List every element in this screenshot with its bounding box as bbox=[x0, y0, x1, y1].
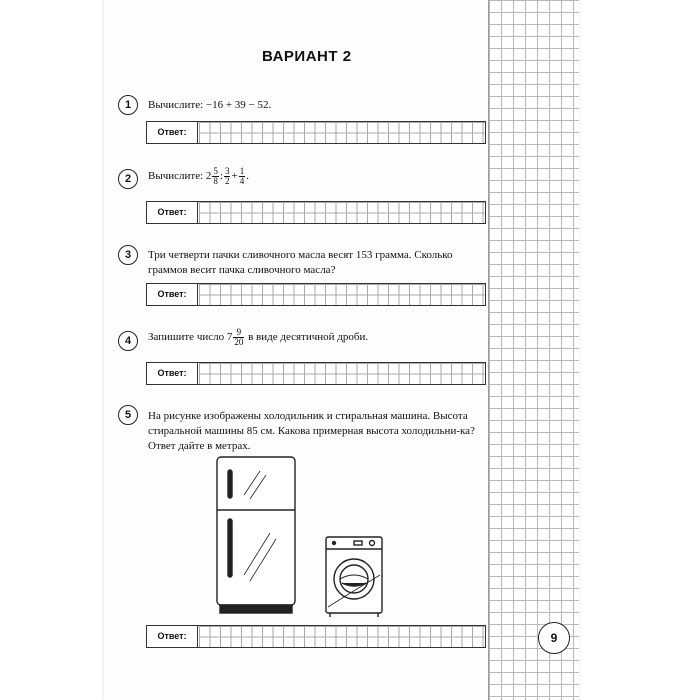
task-number-3: 3 bbox=[118, 245, 138, 265]
answer-box-2[interactable] bbox=[146, 201, 486, 224]
task-text-4 bbox=[148, 328, 484, 347]
task-number-4: 4 bbox=[118, 331, 138, 351]
fraction: $\frac{3}{2}$ bbox=[224, 166, 230, 186]
task-4-suffix: в виде десятичной дроби. bbox=[248, 331, 369, 344]
fraction: $\frac{9}{20}$ bbox=[234, 327, 244, 347]
answer-cells[interactable] bbox=[199, 202, 485, 223]
answer-box-5[interactable] bbox=[146, 625, 486, 648]
grid-margin bbox=[488, 0, 579, 700]
answer-label: Ответ: bbox=[147, 202, 198, 223]
fraction: $\frac{5}{8}$ bbox=[213, 166, 218, 186]
answer-cells[interactable] bbox=[199, 626, 485, 647]
task-text-5: На рисунке изображены холодильник и стиральная машина. Высота стиральной машины 85 см. Какова примерная высота холодильни-ка? Ответ дайте в метрах. bbox=[148, 410, 475, 452]
fraction: $\frac{1}{4}$ bbox=[239, 166, 245, 186]
answer-box-4[interactable] bbox=[146, 362, 486, 385]
answer-label: Ответ: bbox=[147, 284, 198, 305]
task-text-2: Вычислите: 2 $\frac{5}{8}$ : $\frac{3}{2}$ + $\frac{1}{4}$ . bbox=[148, 166, 249, 186]
task-number-1: 1 bbox=[118, 95, 138, 115]
page-number: 9 bbox=[538, 622, 570, 654]
answer-label: Ответ: bbox=[147, 626, 198, 647]
task-number-2: 2 bbox=[118, 169, 138, 189]
answer-label: Ответ: bbox=[147, 363, 198, 384]
answer-box-1[interactable] bbox=[146, 121, 486, 144]
task-4-prefix: Запишите число 7 bbox=[148, 331, 233, 344]
fridge-image bbox=[217, 457, 295, 613]
answer-cells[interactable] bbox=[199, 284, 485, 305]
fridge-washer-illustration bbox=[200, 455, 400, 620]
task-2-prefix: Вычислите: 2 bbox=[148, 170, 212, 183]
page-title: ВАРИАНТ 2 bbox=[262, 48, 352, 65]
task-text-3: Три четверти пачки сливочного масла весят 153 грамма. Сколько граммов весит пачка сливочного масла? bbox=[148, 249, 453, 276]
answer-cells[interactable] bbox=[199, 122, 485, 143]
answer-cells[interactable] bbox=[199, 363, 485, 384]
task-number-5: 5 bbox=[118, 405, 138, 425]
washing-machine-image bbox=[326, 537, 382, 617]
answer-label: Ответ: bbox=[147, 122, 198, 143]
task-text-1: Вычислите: −16 + 39 − 52. bbox=[148, 99, 272, 111]
answer-box-3[interactable] bbox=[146, 283, 486, 306]
